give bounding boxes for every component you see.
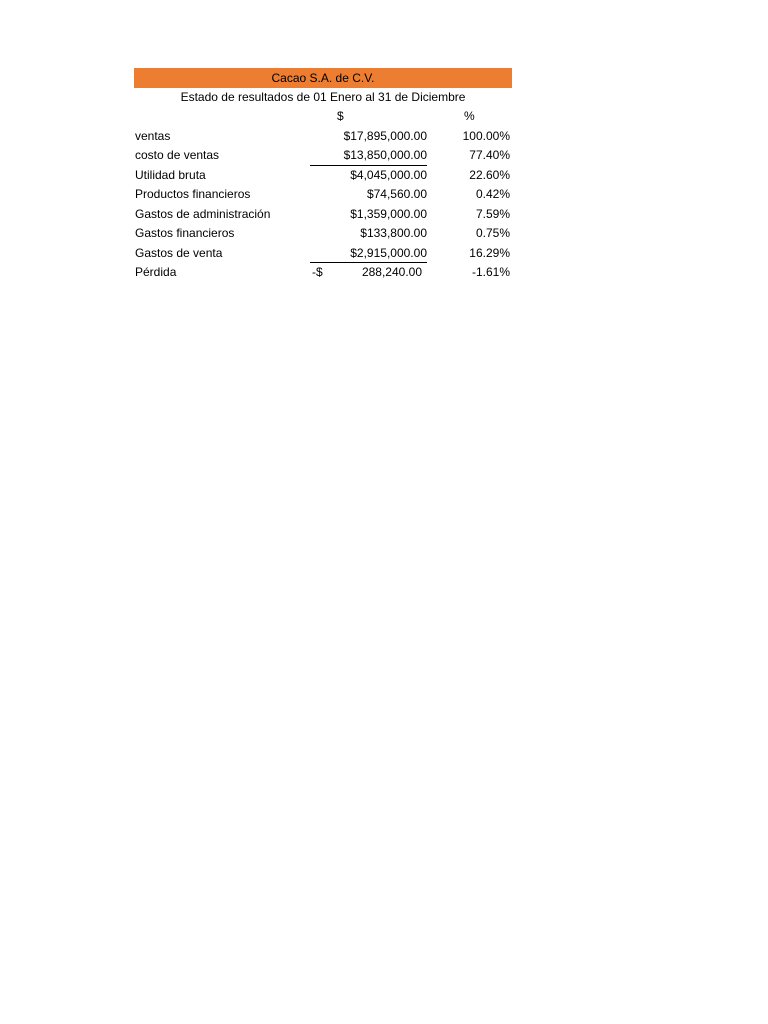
row-amount: $2,915,000.00 (350, 245, 427, 260)
row-label: Gastos financieros (135, 226, 235, 240)
row-label: ventas (135, 128, 171, 143)
row-gastos-de-venta (134, 244, 512, 264)
row-amount: $1,359,000.00 (350, 206, 427, 221)
row-amount: $4,045,000.00 (350, 167, 427, 182)
row-utilidad-bruta (134, 166, 512, 186)
row-percent: 22.60% (469, 167, 510, 182)
result-label: Pérdida (135, 265, 177, 279)
row-percent: 0.75% (475, 226, 510, 240)
column-header-row (134, 107, 512, 127)
row-percent: 7.59% (475, 206, 510, 221)
row-percent: 16.29% (469, 245, 510, 260)
row-label: costo de ventas (135, 148, 220, 162)
amount-column-header: $ (337, 109, 344, 123)
row-gastos-financieros (134, 224, 512, 244)
row-amount: $74,560.00 (366, 187, 427, 201)
row-label: Productos financieros (135, 187, 251, 201)
row-gastos-de-administracion (134, 205, 512, 225)
row-amount: $13,850,000.00 (343, 148, 427, 162)
row-label: Utilidad bruta (135, 167, 206, 182)
result-currency-sign: -$ (312, 265, 323, 279)
row-percent: 0.42% (475, 187, 510, 201)
result-percent: -1.61% (471, 265, 510, 279)
company-title-bar (134, 68, 512, 88)
row-amount: $133,800.00 (360, 226, 427, 240)
row-costo-de-ventas (134, 146, 512, 166)
row-label: Gastos de venta (135, 245, 223, 260)
row-label: Gastos de administración (135, 206, 271, 221)
income-statement-sheet (134, 68, 512, 283)
row-amount: $17,895,000.00 (343, 128, 427, 143)
result-amount: 288,240.00 (361, 265, 422, 279)
statement-subtitle: Estado de resultados de 01 Enero al 31 de Diciembre (180, 90, 466, 104)
row-ventas (134, 127, 512, 147)
row-productos-financieros (134, 185, 512, 205)
row-percent: 77.40% (469, 148, 510, 162)
row-perdida (134, 263, 512, 283)
row-percent: 100.00% (462, 128, 510, 143)
company-name: Cacao S.A. de C.V. (271, 71, 375, 85)
percent-column-header: % (464, 109, 475, 123)
